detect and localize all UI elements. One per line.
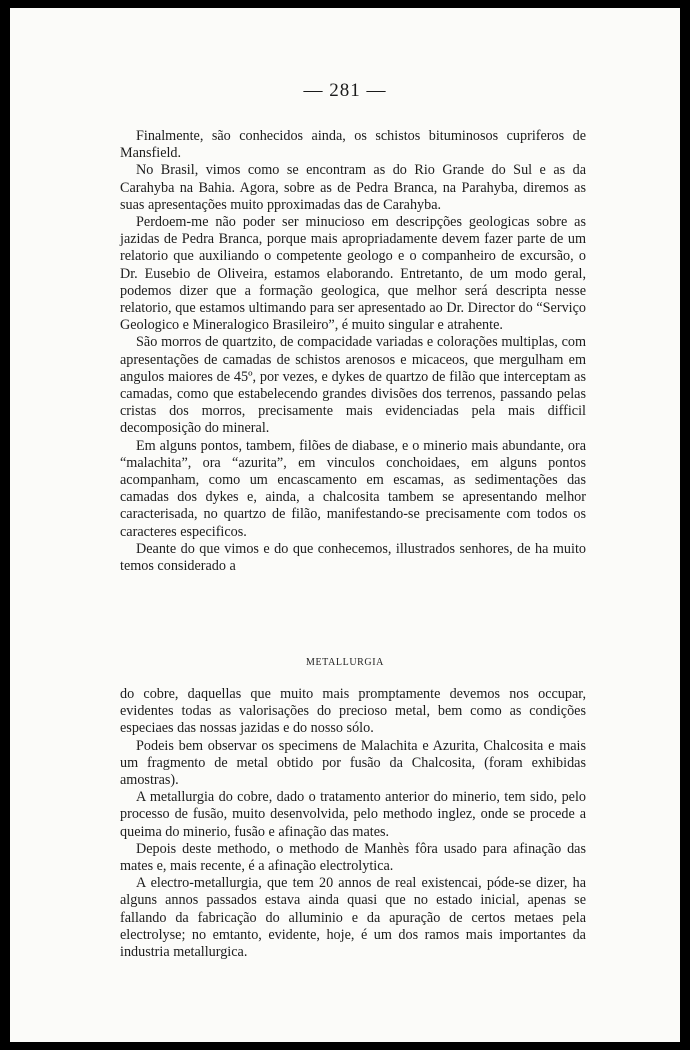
paragraph: Em alguns pontos, tambem, filões de diabase, e o minerio mais abundante, ora “malachita”, ora “azurita”, em vinculos conchoidaes, em alguns pontos acompanham, como um encascamento em escamas, as sedimentações das camadas dos dykes e, ainda, a chalcosita tambem se apresentando melhor caracterisada, no quartzo de filão, manifestando-se precisamente com todos os caracteres especificos.	[120, 437, 586, 540]
paragraph: Perdoem-me não poder ser minucioso em descripções geologicas sobre as jazidas de Pedra Branca, porque mais apropriadamente devem fazer parte de um relatorio que auxiliando o competente geologo e o companheiro de excursão, o Dr. Eusebio de Oliveira, estamos elaborando. Entretanto, de um modo geral, podemos dizer que a formação geologica, que melhor será descripta nesse relatorio, que estamos ultimando para ser apresentado ao Dr. Director do “Serviço Geologico e Mineralogico Brasileiro”, é muito singular e atrahente.	[120, 214, 586, 334]
paragraph: do cobre, daquellas que muito mais promptamente devemos nos occupar, evidentes todas as valorisações do precioso metal, bem como as condições especiaes das nossas jazidas e do nosso sólo.	[120, 686, 586, 737]
paragraph: No Brasil, vimos como se encontram as do Rio Grande do Sul e as da Carahyba na Bahia. Agora, sobre as de Pedra Branca, na Parahyba, diremos as suas apresentações muito pproximadas das de Carahyba.	[120, 162, 586, 213]
body-text-bottom	[120, 686, 586, 961]
document-page	[10, 8, 680, 1042]
paragraph: A electro-metallurgia, que tem 20 annos de real existencai, póde-se dizer, ha alguns annos passados estava ainda quasi que no estado inicial, apenas se fallando da fabricação do alluminio e da apuração de certos metaes pela electrolyse; no emtanto, evidente, hoje, é um dos ramos mais importantes da industria metallurgica.	[120, 875, 586, 961]
body-text-top	[120, 128, 586, 575]
section-heading: METALLURGIA	[305, 657, 384, 668]
paragraph: São morros de quartzito, de compacidade variadas e colorações multiplas, com apresentações de camadas de schistos arenosos e micaceos, que mergulham em angulos maiores de 45º, por vezes, e dykes de quartzo de filão que interceptam as camadas, como que estabelecendo grandes divisões dos terrenos, passando pelas cristas dos morros, precisamente mais evidenciadas pela mais difficil decomposição do mineral.	[120, 334, 586, 437]
paragraph: A metallurgia do cobre, dado o tratamento anterior do minerio, tem sido, pelo processo de fusão, muito desenvolvida, pelo methodo inglez, onde se procede a queima do minerio, fusão e afinação das mates.	[120, 789, 586, 840]
page-number: — 281 —	[303, 80, 387, 101]
paragraph: Podeis bem observar os specimens de Malachita e Azurita, Chalcosita e mais um fragmento de metal obtido por fusão da Chalcosita, (foram exhibidas amostras).	[120, 737, 586, 789]
paragraph: Deante do que vimos e do que conhecemos, illustrados senhores, de ha muito temos considerado a	[120, 540, 586, 575]
paragraph: Finalmente, são conhecidos ainda, os schistos bituminosos cupriferos de Mansfield.	[120, 128, 586, 162]
paragraph: Depois deste methodo, o methodo de Manhès fôra usado para afinação das mates e, mais recente, é a afinação electrolytica.	[120, 840, 586, 875]
